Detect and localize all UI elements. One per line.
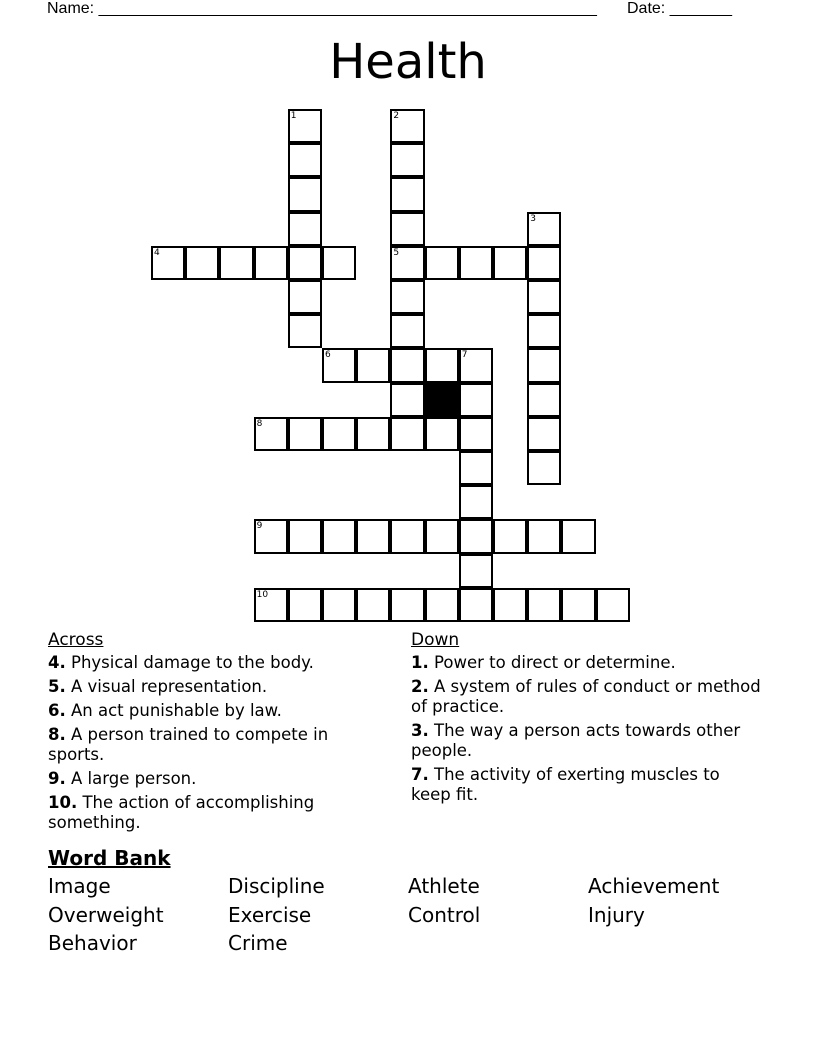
name-field[interactable]: [47, 0, 597, 18]
grid-cell[interactable]: [322, 348, 356, 382]
grid-cell[interactable]: [390, 143, 424, 177]
grid-cell[interactable]: [596, 588, 630, 622]
down-heading: Down: [411, 630, 460, 650]
clue-number: 9: [256, 521, 263, 532]
clue-number: 6: [325, 350, 331, 361]
grid-cell[interactable]: [425, 588, 459, 622]
clue-text: A large person.: [65, 769, 197, 788]
grid-cell[interactable]: [527, 451, 561, 485]
clue-number: 9.: [48, 769, 66, 788]
grid-cell[interactable]: [254, 246, 288, 280]
down-clue: [411, 677, 761, 717]
across-clues: [48, 630, 368, 837]
grid-cell[interactable]: [390, 314, 424, 348]
date-line[interactable]: _______: [669, 0, 732, 17]
clue-number: 1.: [411, 653, 429, 672]
grid-cell[interactable]: [459, 588, 493, 622]
grid-cell[interactable]: [425, 348, 459, 382]
down-clues: [411, 630, 761, 809]
word-bank-heading: Word Bank: [48, 846, 171, 870]
grid-cell[interactable]: [561, 519, 595, 553]
grid-cell[interactable]: [356, 417, 390, 451]
clue-text: A visual representation.: [65, 677, 268, 696]
grid-cell[interactable]: [425, 417, 459, 451]
word-bank-item: Exercise: [228, 903, 312, 927]
grid-cell[interactable]: [459, 383, 493, 417]
grid-cell[interactable]: [254, 588, 288, 622]
across-clue: [48, 793, 368, 833]
grid-cell[interactable]: [288, 177, 322, 211]
grid-cell[interactable]: [527, 280, 561, 314]
across-heading: Across: [48, 630, 104, 650]
grid-cell[interactable]: [527, 383, 561, 417]
grid-cell[interactable]: [527, 519, 561, 553]
grid-cell[interactable]: [288, 588, 322, 622]
grid-cell[interactable]: [390, 177, 424, 211]
grid-cell[interactable]: [459, 554, 493, 588]
across-clue: [48, 725, 368, 765]
down-clue: [411, 765, 761, 805]
grid-cell[interactable]: [288, 109, 322, 143]
down-clue: [411, 653, 761, 673]
grid-cell[interactable]: [527, 348, 561, 382]
clue-number: 8.: [48, 725, 66, 744]
black-cell: [425, 383, 459, 417]
grid-cell[interactable]: [288, 519, 322, 553]
clue-number: 8: [256, 418, 263, 429]
grid-cell[interactable]: [493, 519, 527, 553]
grid-cell[interactable]: [390, 417, 424, 451]
name-label: Name:: [47, 0, 95, 17]
grid-cell[interactable]: [390, 280, 424, 314]
clue-text: A person trained to compete in sports.: [48, 725, 329, 764]
grid-cell[interactable]: [288, 280, 322, 314]
clue-number: 3.: [411, 721, 429, 740]
grid-cell[interactable]: [390, 588, 424, 622]
clue-number: 2: [393, 111, 400, 121]
word-bank-item: Overweight: [48, 903, 164, 927]
word-bank-item: Discipline: [228, 874, 325, 898]
date-label: Date:: [627, 0, 666, 17]
clue-number: 6.: [48, 701, 66, 720]
name-line[interactable]: ________________________________________________________: [98, 0, 597, 17]
clue-number: 2.: [411, 677, 429, 696]
grid-cell[interactable]: [288, 246, 322, 280]
across-clue: [48, 677, 368, 697]
grid-cell[interactable]: [356, 519, 390, 553]
word-bank-item: Injury: [588, 903, 645, 927]
word-bank-item: Image: [48, 874, 111, 898]
grid-cell[interactable]: [356, 588, 390, 622]
date-field[interactable]: [627, 0, 732, 18]
grid-cell[interactable]: [425, 519, 459, 553]
clue-text: Physical damage to the body.: [65, 653, 314, 672]
grid-cell[interactable]: [390, 519, 424, 553]
grid-cell[interactable]: [493, 588, 527, 622]
grid-cell[interactable]: [288, 212, 322, 246]
across-clue: [48, 769, 368, 789]
grid-cell[interactable]: [322, 519, 356, 553]
grid-cell[interactable]: [254, 417, 288, 451]
grid-cell[interactable]: [527, 314, 561, 348]
clue-text: The action of accomplishing something.: [48, 793, 315, 832]
grid-cell[interactable]: [185, 246, 219, 280]
grid-cell[interactable]: [322, 588, 356, 622]
grid-cell[interactable]: [425, 246, 459, 280]
grid-cell[interactable]: [493, 246, 527, 280]
clue-text: A system of rules of conduct or method of practice.: [411, 677, 761, 716]
grid-cell[interactable]: [288, 143, 322, 177]
clue-number: 4.: [48, 653, 66, 672]
down-clue: [411, 721, 761, 761]
across-clue: [48, 701, 368, 721]
clue-text: An act punishable by law.: [65, 701, 282, 720]
grid-cell[interactable]: [254, 519, 288, 553]
clue-number: 4: [154, 247, 160, 258]
grid-cell[interactable]: [322, 246, 356, 280]
grid-cell[interactable]: [459, 485, 493, 519]
grid-cell[interactable]: [527, 246, 561, 280]
page-title: Health: [329, 34, 487, 90]
grid-cell[interactable]: [459, 519, 493, 553]
grid-cell[interactable]: [288, 314, 322, 348]
across-clue: [48, 653, 368, 673]
grid-cell[interactable]: [390, 212, 424, 246]
grid-cell[interactable]: [459, 348, 493, 382]
word-bank-item: Control: [408, 903, 481, 927]
clue-number: 10.: [48, 793, 78, 812]
grid-cell[interactable]: [527, 212, 561, 246]
grid-cell[interactable]: [390, 348, 424, 382]
clue-number: 7: [461, 350, 468, 361]
grid-cell[interactable]: [322, 417, 356, 451]
clue-text: Power to direct or determine.: [428, 653, 676, 672]
grid-cell[interactable]: [288, 417, 322, 451]
grid-cell[interactable]: [390, 383, 424, 417]
clue-number: 5.: [48, 677, 66, 696]
grid-cell[interactable]: [390, 109, 424, 143]
grid-cell[interactable]: [459, 451, 493, 485]
grid-cell[interactable]: [527, 417, 561, 451]
word-bank-item: Achievement: [588, 874, 720, 898]
clue-number: 5: [393, 247, 400, 258]
grid-cell[interactable]: [219, 246, 253, 280]
word-bank-item: Crime: [228, 931, 288, 955]
grid-cell[interactable]: [459, 417, 493, 451]
clue-number: 1: [290, 111, 297, 121]
clue-number: 3: [530, 213, 536, 224]
word-bank-item: Athlete: [408, 874, 480, 898]
grid-cell[interactable]: [356, 348, 390, 382]
grid-cell[interactable]: [390, 246, 424, 280]
clue-text: The way a person acts towards other people.: [411, 721, 741, 760]
grid-cell[interactable]: [459, 246, 493, 280]
clue-number: 7.: [411, 765, 429, 784]
word-bank-item: Behavior: [48, 931, 137, 955]
clue-number: 10: [256, 589, 269, 600]
grid-cell[interactable]: [151, 246, 185, 280]
grid-cell[interactable]: [527, 588, 561, 622]
clue-text: The activity of exerting muscles to keep fit.: [411, 765, 720, 804]
grid-cell[interactable]: [561, 588, 595, 622]
